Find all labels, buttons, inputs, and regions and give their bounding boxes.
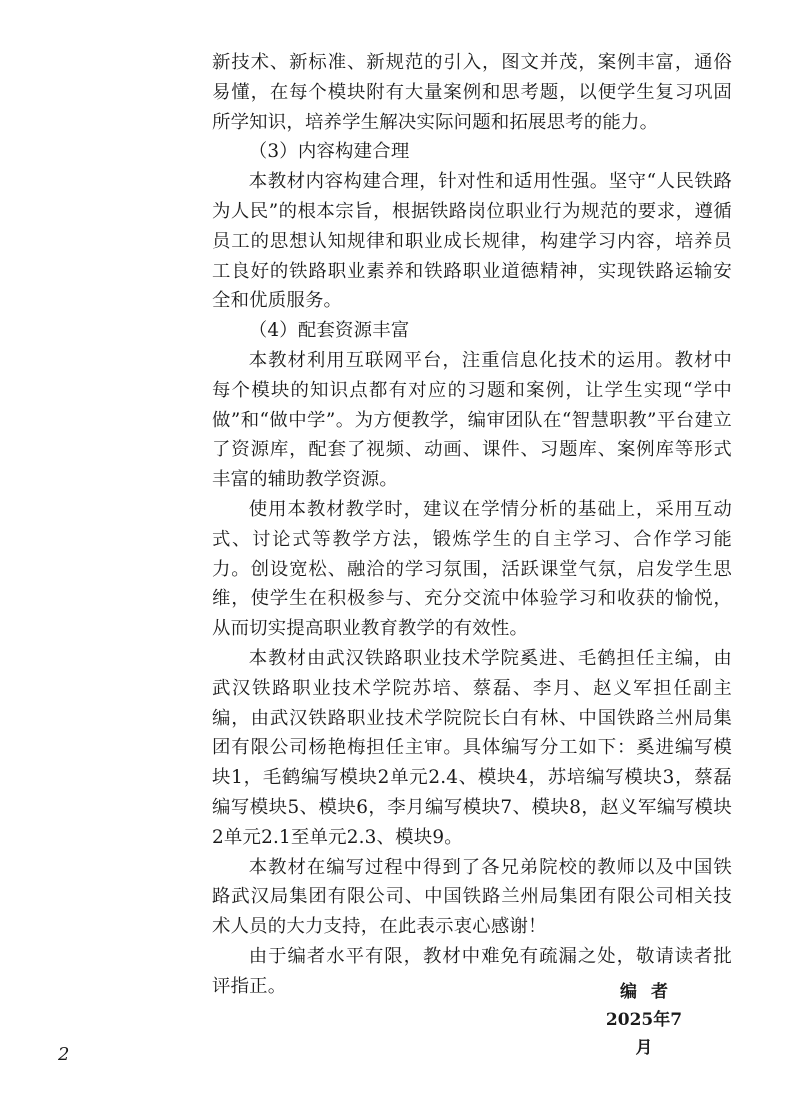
paragraph-authors: 本教材由武汉铁路职业技术学院奚进、毛鹤担任主编，由武汉铁路职业技术学院苏培、蔡磊、李月、赵义军担任副主编，由武汉铁路职业技术学院院长白有林、中国铁路兰州局集团有限公司杨艳梅担任主审。具体编写分工如下：奚进编写模块1，毛鹤编写模块2单元2.4、模块4，苏培编写模块3，蔡磊编写模块5、模块6，李月编写模块7、模块8，赵义军编写模块2单元2.1至单元2.3、模块9。 (212, 647, 732, 848)
page-number: 2 (58, 1044, 70, 1065)
paragraph-content-structure: 本教材内容构建合理，针对性和适用性强。坚守“人民铁路为人民”的根本宗旨，根据铁路岗位职业行为规范的要求，遵循员工的思想认知规律和职业成长规律，构建学习内容，培养员工良好的铁路职业素养和铁路职业道德精神，实现铁路运输安全和优质服务。 (212, 171, 732, 312)
section-heading-3: （3）内容构建合理 (248, 141, 410, 163)
paragraph-continuation: 新技术、新标准、新规范的引入，图文并茂，案例丰富，通俗易懂，在每个模块附有大量案例和思考题，以便学生复习巩固所学知识，培养学生解决实际问题和拓展思考的能力。 (212, 52, 732, 133)
paragraph-apology: 由于编者水平有限，教材中难免有疏漏之处，敬请读者批评指正。 (212, 945, 732, 997)
paragraph-acknowledgement: 本教材在编写过程中得到了各兄弟院校的教师以及中国铁路武汉局集团有限公司、中国铁路兰州局集团有限公司相关技术人员的大力支持，在此表示衷心感谢！ (212, 856, 732, 938)
paragraph-resources: 本教材利用互联网平台，注重信息化技术的运用。教材中每个模块的知识点都有对应的习题和案例，让学生实现“学中做”和“做中学”。为方便教学，编审团队在“智慧职教”平台建立了资源库，配套了视频、动画、课件、习题库、案例库等形式丰富的辅助教学资源。 (212, 349, 732, 491)
paragraph-teaching-suggestion: 使用本教材教学时，建议在学情分析的基础上，采用互动式、讨论式等教学方法，锻炼学生的自主学习、合作学习能力。创设宽松、融洽的学习氛围，活跃课堂气氛，启发学生思维，使学生在积极参与、充分交流中体验学习和收获的愉悦，从而切实提高职业教育教学的有效性。 (212, 498, 732, 640)
signature-date: 2025年7月 (605, 1010, 683, 1058)
signature-editor: 编者 (620, 982, 682, 1002)
section-heading-4: （4）配套资源丰富 (248, 320, 410, 342)
signature-block (598, 978, 690, 1062)
preface-text (212, 48, 732, 1002)
